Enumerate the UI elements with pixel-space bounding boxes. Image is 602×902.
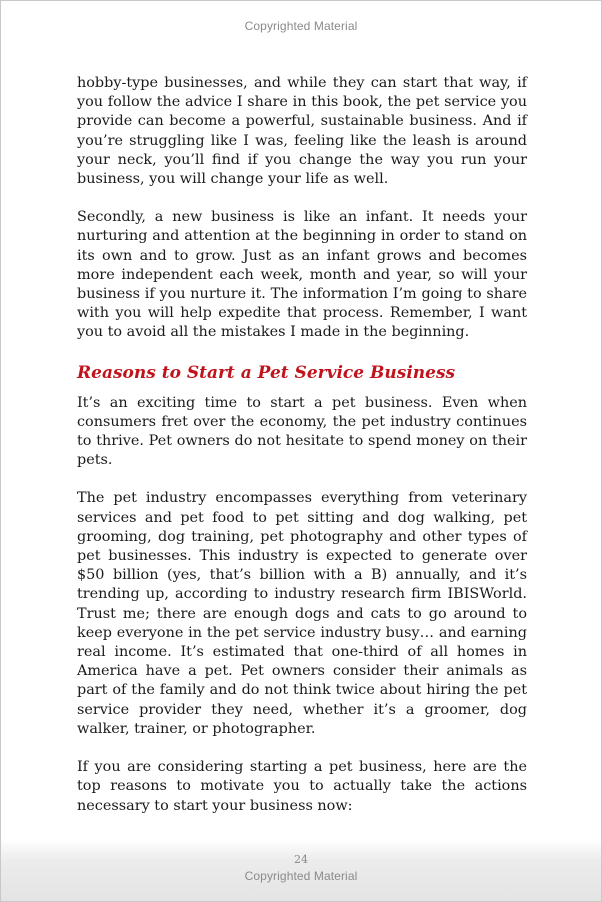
body-paragraph: Secondly, a new business is like an infant. It needs your nurturing and attention at the beginning in order to stand on its own and to grow. Just as an infant grows and becomes more independent each week, month and year, so will your business if you nurture it. The information I’m going to share with you will help expedite that process. Remember, I want you to avoid all the mistakes I made in the beginning.	[77, 209, 527, 341]
page-body	[77, 74, 527, 835]
copyright-watermark-top: Copyrighted Material	[244, 19, 358, 33]
body-paragraph: The pet industry encompasses everything from veterinary services and pet food to pet sitting and dog walking, pet grooming, dog training, pet photography and other types of pet businesses. This industry is expected to generate over $50 billion (yes, that’s billion with a B) annually, and it’s trending up, according to industry research firm IBISWorld. Trust me; there are enough dogs and cats to go around to keep everyone in the pet service industry busy… and earning real income. It’s estimated that one-third of all homes in America have a pet. Pet owners consider their animals as part of the family and do not think twice about hiring the pet service provider they need, whether it’s a groomer, dog walker, trainer, or photographer.	[77, 490, 527, 737]
body-paragraph: It’s an exciting time to start a pet business. Even when consumers fret over the economy, the pet industry continues to thrive. Pet owners do not hesitate to spend money on their pets.	[77, 394, 527, 469]
body-paragraph: If you are considering starting a pet business, here are the top reasons to motivate you to actually take the actions necessary to start your business now:	[77, 759, 527, 814]
body-paragraph: hobby-type businesses, and while they can start that way, if you follow the advice I share in this book, the pet service you provide can become a powerful, sustainable business. And if you’re struggling like I was, feeling like the leash is around your neck, you’ll find if you change the way you run your business, you will change your life as well.	[77, 75, 527, 188]
copyright-watermark-bottom: Copyrighted Material	[244, 869, 358, 883]
section-heading: Reasons to Start a Pet Service Business	[77, 362, 456, 383]
page-number: 24	[294, 853, 308, 866]
